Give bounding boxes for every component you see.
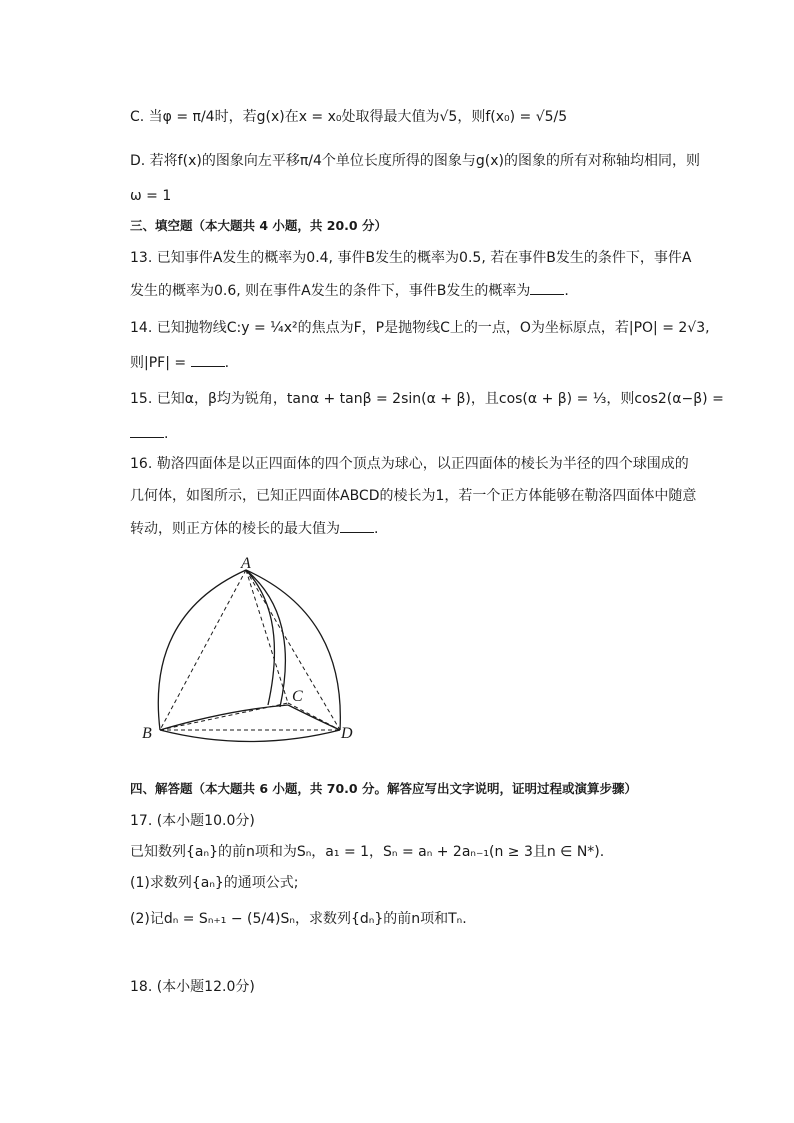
section-3-heading: 三、填空题（本大题共 4 小题，共 20.0 分） [130, 218, 387, 233]
question-14-line-2 [130, 353, 700, 372]
question-16-line-1: 16. 勒洛四面体是以正四面体的四个顶点为球心，以正四面体的棱长为半径的四个球围成的 [130, 456, 689, 472]
question-14-line-1: 14. 已知抛物线C:y = ¼x²的焦点为F，P是抛物线C上的一点，O为坐标原点，若|PO| = 2√3, [130, 320, 710, 336]
question-16-text: 转动，则正方体的棱长的最大值为 [130, 521, 340, 537]
arc-ab [158, 570, 246, 730]
question-13-line-2 [130, 281, 700, 300]
answer-blank [530, 281, 564, 295]
arc-ac-1 [246, 570, 274, 705]
arc-bd [160, 730, 340, 742]
vertex-label-d: D [341, 725, 353, 742]
answer-blank [130, 424, 164, 438]
question-18-heading: 18. (本小题12.0分) [130, 979, 255, 995]
edge-ab [160, 570, 246, 730]
question-15-line-2 [130, 424, 700, 443]
arc-ac-2 [246, 570, 285, 707]
question-17-part-2: (2)记dₙ = Sₙ₊₁ − (5/4)Sₙ，求数列{dₙ}的前n项和Tₙ. [130, 911, 467, 927]
vertex-label-a: A [241, 555, 251, 572]
answer-blank [340, 519, 374, 533]
period: . [224, 355, 230, 371]
figure-svg [138, 555, 358, 745]
question-13-line-1: 13. 已知事件A发生的概率为0.4, 事件B发生的概率为0.5, 若在事件B发生的条件下，事件A [130, 250, 692, 266]
question-17-line-1: 已知数列{aₙ}的前n项和为Sₙ，a₁ = 1，Sₙ = aₙ + 2aₙ₋₁(n ≥ 3且n ∈ N*). [130, 844, 605, 860]
question-16-line-3 [130, 519, 700, 538]
question-16-line-2: 几何体，如图所示，已知正四面体ABCD的棱长为1，若一个正方体能够在勒洛四面体中随意 [130, 488, 697, 504]
question-13-text: 发生的概率为0.6, 则在事件A发生的条件下，事件B发生的概率为 [130, 283, 531, 299]
question-17-part-1: (1)求数列{aₙ}的通项公式; [130, 875, 299, 891]
vertex-label-b: B [142, 725, 152, 742]
period: . [564, 283, 569, 299]
section-4-heading: 四、解答题（本大题共 6 小题，共 70.0 分。解答应写出文字说明，证明过程或演算步骤） [130, 781, 637, 796]
reuleaux-tetrahedron-figure [138, 555, 358, 745]
arc-bc [160, 705, 288, 730]
option-d-line-2: ω = 1 [130, 188, 172, 204]
period: . [164, 426, 169, 442]
edge-ad [246, 570, 340, 730]
option-d-line-1: D. 若将f(x)的图象向左平移π/4个单位长度所得的图象与g(x)的图象的所有对称轴均相同，则 [130, 153, 700, 169]
answer-blank [191, 353, 225, 367]
question-17-heading: 17. (本小题10.0分) [130, 813, 255, 829]
vertex-label-c: C [292, 688, 303, 705]
period: . [374, 521, 379, 537]
option-c: C. 当φ = π/4时，若g(x)在x = x₀处取得最大值为√5，则f(x₀) = √5/5 [130, 109, 568, 125]
question-14-text: 则|PF| = [130, 355, 191, 371]
question-15-line-1: 15. 已知α，β均为锐角，tanα + tanβ = 2sin(α + β)，且cos(α + β) = ⅓，则cos2(α−β) = [130, 391, 724, 407]
